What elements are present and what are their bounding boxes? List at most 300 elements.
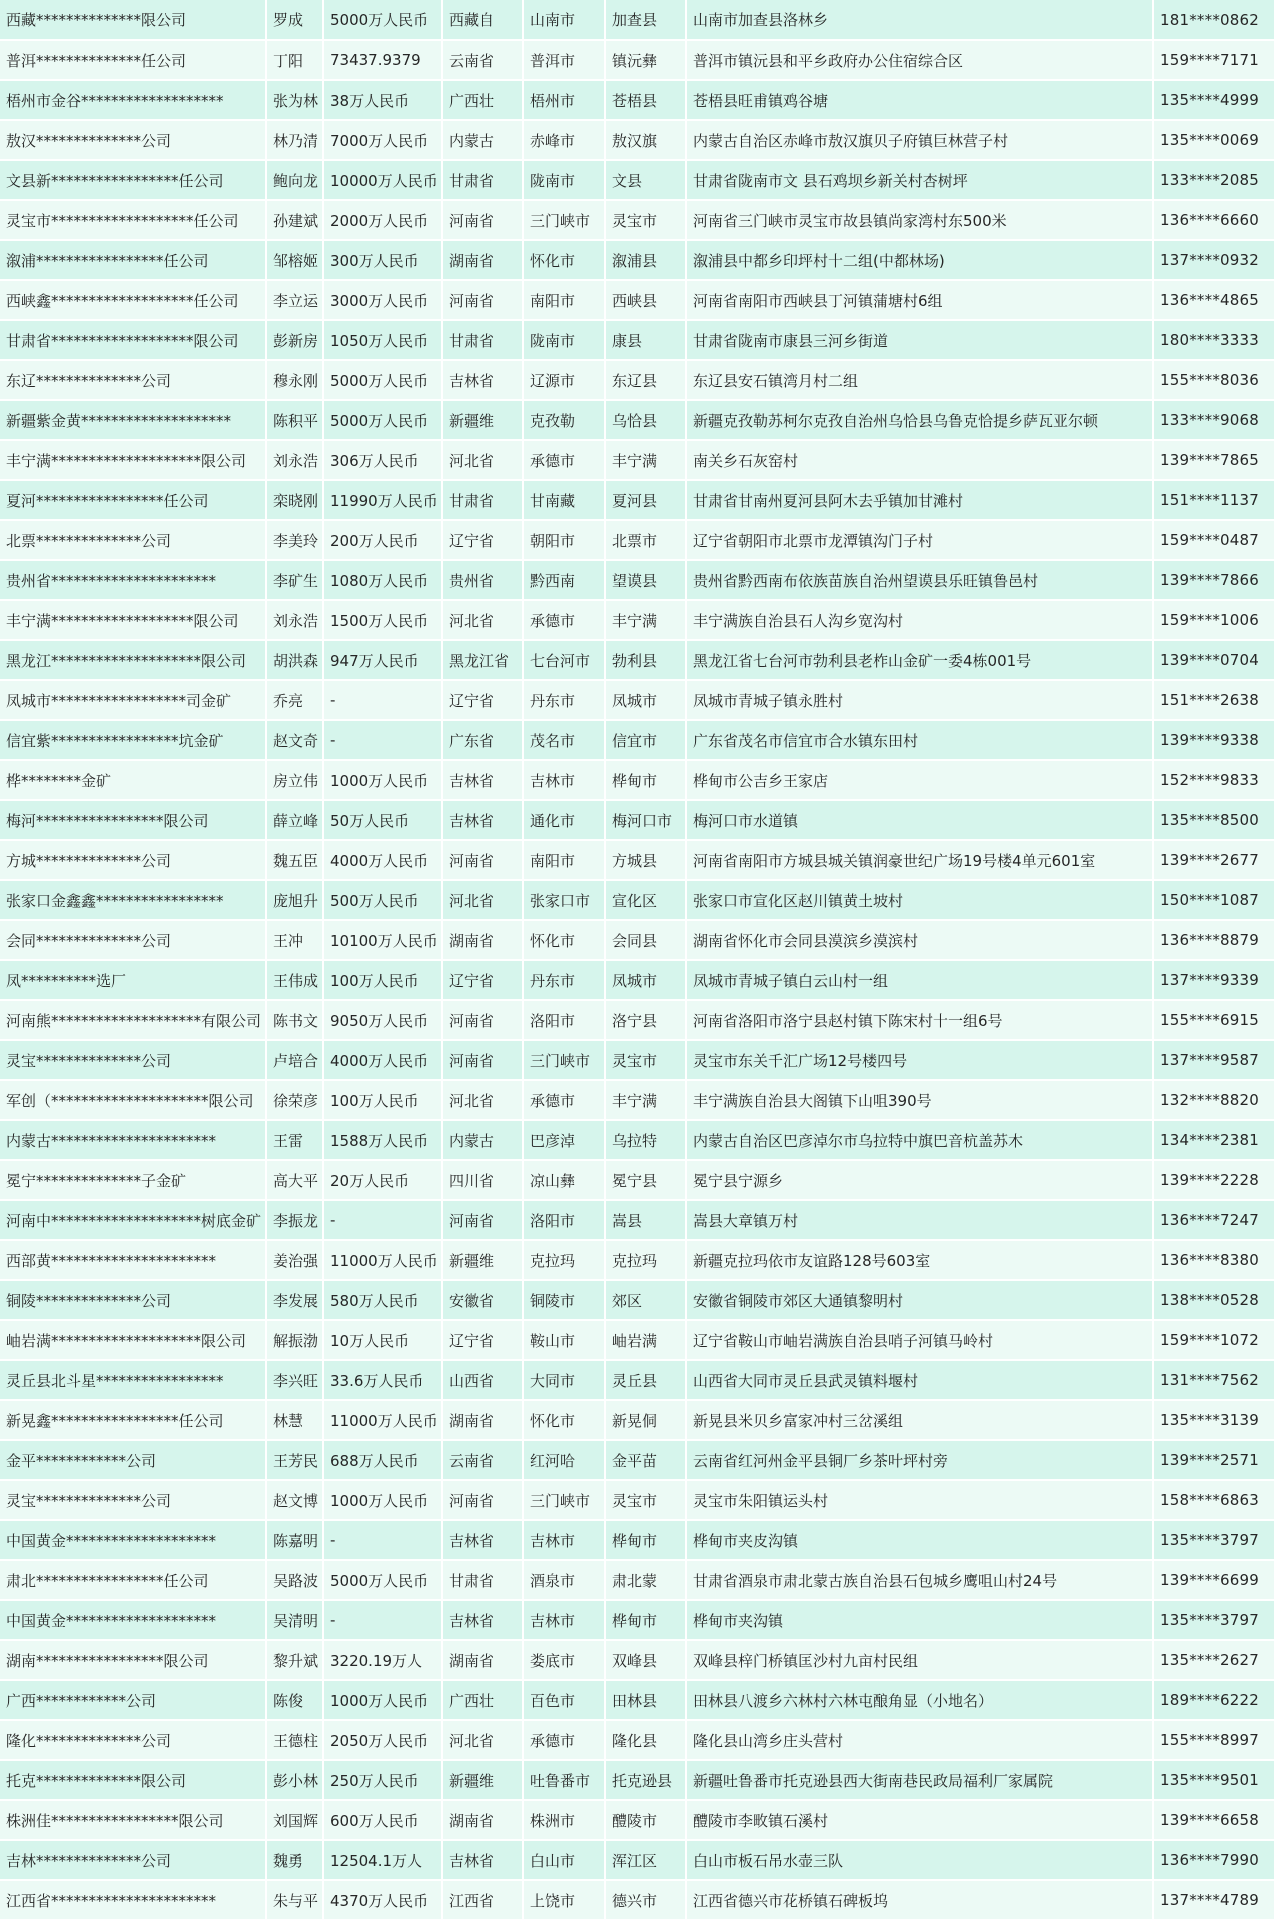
- province-cell: 甘肃省: [442, 320, 523, 360]
- legal-rep-cell: 陈嘉明: [266, 1520, 323, 1560]
- county-cell: 灵丘县: [605, 1360, 686, 1400]
- legal-rep-cell: 刘永浩: [266, 600, 323, 640]
- phone-cell: 139****7865: [1153, 440, 1275, 480]
- table-row: [0, 360, 1275, 400]
- county-cell: 桦甸市: [605, 1520, 686, 1560]
- province-cell: 广西壮: [442, 1680, 523, 1720]
- address-cell: 白山市板石吊水壶三队: [686, 1840, 1153, 1880]
- table-row: [0, 1440, 1275, 1480]
- legal-rep-cell: 吴路波: [266, 1560, 323, 1600]
- address-cell: 新疆克孜勒苏柯尔克孜自治州乌恰县乌鲁克恰提乡萨瓦亚尔顿: [686, 400, 1153, 440]
- address-cell: 南关乡石灰窑村: [686, 440, 1153, 480]
- city-cell: 通化市: [523, 800, 605, 840]
- phone-cell: 131****7562: [1153, 1360, 1275, 1400]
- city-cell: 黔西南: [523, 560, 605, 600]
- company-name-cell: 西藏**************限公司: [0, 0, 266, 40]
- city-cell: 克孜勒: [523, 400, 605, 440]
- county-cell: 溆浦县: [605, 240, 686, 280]
- company-name-cell: 贵州省**********************: [0, 560, 266, 600]
- city-cell: 洛阳市: [523, 1200, 605, 1240]
- company-name-cell: 张家口金鑫鑫*****************: [0, 880, 266, 920]
- company-name-cell: 吉林**************公司: [0, 1840, 266, 1880]
- table-row: [0, 200, 1275, 240]
- province-cell: 辽宁省: [442, 1320, 523, 1360]
- table-row: [0, 1800, 1275, 1840]
- phone-cell: 136****8380: [1153, 1240, 1275, 1280]
- city-cell: 陇南市: [523, 160, 605, 200]
- legal-rep-cell: 陈积平: [266, 400, 323, 440]
- phone-cell: 135****3797: [1153, 1520, 1275, 1560]
- province-cell: 新疆维: [442, 400, 523, 440]
- legal-rep-cell: 薛立峰: [266, 800, 323, 840]
- company-name-cell: 新晃鑫*****************任公司: [0, 1400, 266, 1440]
- city-cell: 南阳市: [523, 280, 605, 320]
- county-cell: 镇沅彝: [605, 40, 686, 80]
- registered-capital-cell: 1000万人民币: [323, 1680, 442, 1720]
- legal-rep-cell: 林慧: [266, 1400, 323, 1440]
- registered-capital-cell: -: [323, 1200, 442, 1240]
- company-name-cell: 凤**********选厂: [0, 960, 266, 1000]
- company-name-cell: 文县新*****************任公司: [0, 160, 266, 200]
- registered-capital-cell: 20万人民币: [323, 1160, 442, 1200]
- phone-cell: 133****2085: [1153, 160, 1275, 200]
- phone-cell: 137****0932: [1153, 240, 1275, 280]
- company-name-cell: 金平************公司: [0, 1440, 266, 1480]
- legal-rep-cell: 徐荣彦: [266, 1080, 323, 1120]
- county-cell: 灵宝市: [605, 1040, 686, 1080]
- province-cell: 广东省: [442, 720, 523, 760]
- address-cell: 普洱市镇沅县和平乡政府办公住宿综合区: [686, 40, 1153, 80]
- address-cell: 嵩县大章镇万村: [686, 1200, 1153, 1240]
- city-cell: 鞍山市: [523, 1320, 605, 1360]
- table-row: [0, 1520, 1275, 1560]
- phone-cell: 139****6699: [1153, 1560, 1275, 1600]
- company-name-cell: 肃北*****************任公司: [0, 1560, 266, 1600]
- city-cell: 南阳市: [523, 840, 605, 880]
- registered-capital-cell: 1000万人民币: [323, 1480, 442, 1520]
- table-row: [0, 960, 1275, 1000]
- address-cell: 甘肃省陇南市康县三河乡街道: [686, 320, 1153, 360]
- phone-cell: 132****8820: [1153, 1080, 1275, 1120]
- county-cell: 乌拉特: [605, 1120, 686, 1160]
- phone-cell: 139****0704: [1153, 640, 1275, 680]
- table-row: [0, 600, 1275, 640]
- registered-capital-cell: 12504.1万人: [323, 1840, 442, 1880]
- company-name-cell: 内蒙古**********************: [0, 1120, 266, 1160]
- province-cell: 吉林省: [442, 1600, 523, 1640]
- county-cell: 方城县: [605, 840, 686, 880]
- table-row: [0, 720, 1275, 760]
- county-cell: 克拉玛: [605, 1240, 686, 1280]
- phone-cell: 137****9339: [1153, 960, 1275, 1000]
- table-row: [0, 800, 1275, 840]
- address-cell: 醴陵市李畋镇石溪村: [686, 1800, 1153, 1840]
- table-row: [0, 640, 1275, 680]
- legal-rep-cell: 王冲: [266, 920, 323, 960]
- legal-rep-cell: 赵文奇: [266, 720, 323, 760]
- table-row: [0, 1080, 1275, 1120]
- legal-rep-cell: 李矿生: [266, 560, 323, 600]
- legal-rep-cell: 高大平: [266, 1160, 323, 1200]
- table-row: [0, 400, 1275, 440]
- province-cell: 吉林省: [442, 760, 523, 800]
- province-cell: 河北省: [442, 880, 523, 920]
- company-name-cell: 北票**************公司: [0, 520, 266, 560]
- city-cell: 辽源市: [523, 360, 605, 400]
- address-cell: 山南市加查县洛林乡: [686, 0, 1153, 40]
- city-cell: 凉山彝: [523, 1160, 605, 1200]
- registered-capital-cell: 100万人民币: [323, 1080, 442, 1120]
- address-cell: 桦甸市夹皮沟镇: [686, 1520, 1153, 1560]
- company-name-cell: 西峡鑫*******************任公司: [0, 280, 266, 320]
- table-row: [0, 1400, 1275, 1440]
- table-row: [0, 280, 1275, 320]
- phone-cell: 189****6222: [1153, 1680, 1275, 1720]
- legal-rep-cell: 陈俊: [266, 1680, 323, 1720]
- county-cell: 会同县: [605, 920, 686, 960]
- company-name-cell: 方城**************公司: [0, 840, 266, 880]
- phone-cell: 180****3333: [1153, 320, 1275, 360]
- table-row: [0, 480, 1275, 520]
- table-row: [0, 760, 1275, 800]
- city-cell: 洛阳市: [523, 1000, 605, 1040]
- registered-capital-cell: 4000万人民币: [323, 840, 442, 880]
- city-cell: 甘南藏: [523, 480, 605, 520]
- city-cell: 陇南市: [523, 320, 605, 360]
- legal-rep-cell: 乔亮: [266, 680, 323, 720]
- county-cell: 乌恰县: [605, 400, 686, 440]
- table-row: [0, 1600, 1275, 1640]
- table-row: [0, 1120, 1275, 1160]
- table-row: [0, 1040, 1275, 1080]
- address-cell: 双峰县梓门桥镇匡沙村九亩村民组: [686, 1640, 1153, 1680]
- registered-capital-cell: 500万人民币: [323, 880, 442, 920]
- company-name-cell: 株洲佳*****************限公司: [0, 1800, 266, 1840]
- registered-capital-cell: 306万人民币: [323, 440, 442, 480]
- legal-rep-cell: 彭新房: [266, 320, 323, 360]
- phone-cell: 135****3797: [1153, 1600, 1275, 1640]
- table-row: [0, 440, 1275, 480]
- city-cell: 怀化市: [523, 240, 605, 280]
- address-cell: 黑龙江省七台河市勃利县老柞山金矿一委4栋001号: [686, 640, 1153, 680]
- legal-rep-cell: 孙建斌: [266, 200, 323, 240]
- city-cell: 怀化市: [523, 1400, 605, 1440]
- address-cell: 冕宁县宁源乡: [686, 1160, 1153, 1200]
- legal-rep-cell: 彭小林: [266, 1760, 323, 1800]
- legal-rep-cell: 魏五臣: [266, 840, 323, 880]
- company-name-cell: 江西省**********************: [0, 1880, 266, 1920]
- table-row: [0, 1480, 1275, 1520]
- province-cell: 河北省: [442, 1720, 523, 1760]
- city-cell: 怀化市: [523, 920, 605, 960]
- phone-cell: 139****2571: [1153, 1440, 1275, 1480]
- registered-capital-cell: 5000万人民币: [323, 400, 442, 440]
- county-cell: 敖汉旗: [605, 120, 686, 160]
- province-cell: 江西省: [442, 1880, 523, 1920]
- registered-capital-cell: 4000万人民币: [323, 1040, 442, 1080]
- legal-rep-cell: 赵文博: [266, 1480, 323, 1520]
- address-cell: 隆化县山湾乡庄头营村: [686, 1720, 1153, 1760]
- city-cell: 丹东市: [523, 680, 605, 720]
- legal-rep-cell: 邹榕姬: [266, 240, 323, 280]
- address-cell: 辽宁省朝阳市北票市龙潭镇沟门子村: [686, 520, 1153, 560]
- province-cell: 河南省: [442, 1000, 523, 1040]
- company-name-cell: 中国黄金********************: [0, 1600, 266, 1640]
- registered-capital-cell: 2050万人民币: [323, 1720, 442, 1760]
- table-row: [0, 1840, 1275, 1880]
- phone-cell: 159****7171: [1153, 40, 1275, 80]
- city-cell: 百色市: [523, 1680, 605, 1720]
- legal-rep-cell: 姜治强: [266, 1240, 323, 1280]
- legal-rep-cell: 吴清明: [266, 1600, 323, 1640]
- legal-rep-cell: 李兴旺: [266, 1360, 323, 1400]
- table-row: [0, 80, 1275, 120]
- company-name-cell: 梧州市金谷*******************: [0, 80, 266, 120]
- city-cell: 承德市: [523, 600, 605, 640]
- county-cell: 凤城市: [605, 960, 686, 1000]
- county-cell: 加查县: [605, 0, 686, 40]
- county-cell: 望谟县: [605, 560, 686, 600]
- phone-cell: 139****6658: [1153, 1800, 1275, 1840]
- company-name-cell: 河南中********************树底金矿: [0, 1200, 266, 1240]
- address-cell: 凤城市青城子镇白云山村一组: [686, 960, 1153, 1000]
- phone-cell: 137****4789: [1153, 1880, 1275, 1920]
- province-cell: 河北省: [442, 600, 523, 640]
- province-cell: 湖南省: [442, 920, 523, 960]
- table-row: [0, 1720, 1275, 1760]
- province-cell: 湖南省: [442, 1640, 523, 1680]
- legal-rep-cell: 张为林: [266, 80, 323, 120]
- registered-capital-cell: 2000万人民币: [323, 200, 442, 240]
- county-cell: 岫岩满: [605, 1320, 686, 1360]
- county-cell: 勃利县: [605, 640, 686, 680]
- province-cell: 甘肃省: [442, 160, 523, 200]
- county-cell: 西峡县: [605, 280, 686, 320]
- province-cell: 吉林省: [442, 360, 523, 400]
- city-cell: 三门峡市: [523, 200, 605, 240]
- province-cell: 河南省: [442, 840, 523, 880]
- province-cell: 湖南省: [442, 1800, 523, 1840]
- company-name-cell: 桦********金矿: [0, 760, 266, 800]
- address-cell: 新疆吐鲁番市托克逊县西大街南巷民政局福利厂家属院: [686, 1760, 1153, 1800]
- phone-cell: 158****6863: [1153, 1480, 1275, 1520]
- address-cell: 灵宝市东关千汇广场12号楼四号: [686, 1040, 1153, 1080]
- address-cell: 桦甸市公吉乡王家店: [686, 760, 1153, 800]
- city-cell: 梧州市: [523, 80, 605, 120]
- registered-capital-cell: 11000万人民币: [323, 1400, 442, 1440]
- phone-cell: 135****3139: [1153, 1400, 1275, 1440]
- table-row: [0, 520, 1275, 560]
- address-cell: 甘肃省酒泉市肃北蒙古族自治县石包城乡鹰咀山村24号: [686, 1560, 1153, 1600]
- city-cell: 三门峡市: [523, 1480, 605, 1520]
- phone-cell: 151****1137: [1153, 480, 1275, 520]
- phone-cell: 135****2627: [1153, 1640, 1275, 1680]
- company-name-cell: 冕宁**************子金矿: [0, 1160, 266, 1200]
- county-cell: 丰宁满: [605, 440, 686, 480]
- county-cell: 北票市: [605, 520, 686, 560]
- registered-capital-cell: -: [323, 1600, 442, 1640]
- company-name-cell: 托克**************限公司: [0, 1760, 266, 1800]
- registered-capital-cell: 1050万人民币: [323, 320, 442, 360]
- company-name-cell: 广西************公司: [0, 1680, 266, 1720]
- province-cell: 河南省: [442, 1480, 523, 1520]
- table-row: [0, 1000, 1275, 1040]
- province-cell: 内蒙古: [442, 1120, 523, 1160]
- province-cell: 辽宁省: [442, 960, 523, 1000]
- city-cell: 吉林市: [523, 1600, 605, 1640]
- city-cell: 大同市: [523, 1360, 605, 1400]
- phone-cell: 136****6660: [1153, 200, 1275, 240]
- county-cell: 双峰县: [605, 1640, 686, 1680]
- city-cell: 朝阳市: [523, 520, 605, 560]
- table-row: [0, 560, 1275, 600]
- city-cell: 承德市: [523, 1080, 605, 1120]
- registered-capital-cell: 200万人民币: [323, 520, 442, 560]
- phone-cell: 135****4999: [1153, 80, 1275, 120]
- city-cell: 克拉玛: [523, 1240, 605, 1280]
- company-name-cell: 东辽**************公司: [0, 360, 266, 400]
- city-cell: 娄底市: [523, 1640, 605, 1680]
- county-cell: 梅河口市: [605, 800, 686, 840]
- province-cell: 广西壮: [442, 80, 523, 120]
- legal-rep-cell: 鲍向龙: [266, 160, 323, 200]
- phone-cell: 139****7866: [1153, 560, 1275, 600]
- phone-cell: 137****9587: [1153, 1040, 1275, 1080]
- legal-rep-cell: 王德柱: [266, 1720, 323, 1760]
- company-name-cell: 铜陵**************公司: [0, 1280, 266, 1320]
- company-name-cell: 甘肃省*******************限公司: [0, 320, 266, 360]
- province-cell: 贵州省: [442, 560, 523, 600]
- registered-capital-cell: 11990万人民币: [323, 480, 442, 520]
- company-name-cell: 普洱**************任公司: [0, 40, 266, 80]
- county-cell: 凤城市: [605, 680, 686, 720]
- city-cell: 茂名市: [523, 720, 605, 760]
- registered-capital-cell: 73437.9379: [323, 40, 442, 80]
- table-row: [0, 120, 1275, 160]
- county-cell: 洛宁县: [605, 1000, 686, 1040]
- table-row: [0, 880, 1275, 920]
- phone-cell: 181****0862: [1153, 0, 1275, 40]
- city-cell: 上饶市: [523, 1880, 605, 1920]
- company-name-cell: 军创（*********************限公司: [0, 1080, 266, 1120]
- legal-rep-cell: 魏勇: [266, 1840, 323, 1880]
- phone-cell: 159****1072: [1153, 1320, 1275, 1360]
- province-cell: 河北省: [442, 1080, 523, 1120]
- county-cell: 东辽县: [605, 360, 686, 400]
- registered-capital-cell: 9050万人民币: [323, 1000, 442, 1040]
- registered-capital-cell: 3000万人民币: [323, 280, 442, 320]
- legal-rep-cell: 王雷: [266, 1120, 323, 1160]
- county-cell: 康县: [605, 320, 686, 360]
- legal-rep-cell: 栾晓刚: [266, 480, 323, 520]
- registered-capital-cell: 688万人民币: [323, 1440, 442, 1480]
- province-cell: 甘肃省: [442, 480, 523, 520]
- province-cell: 黑龙江省: [442, 640, 523, 680]
- company-name-cell: 会同**************公司: [0, 920, 266, 960]
- company-name-cell: 湖南*****************限公司: [0, 1640, 266, 1680]
- table-row: [0, 920, 1275, 960]
- province-cell: 吉林省: [442, 1840, 523, 1880]
- address-cell: 新疆克拉玛依市友谊路128号603室: [686, 1240, 1153, 1280]
- city-cell: 白山市: [523, 1840, 605, 1880]
- phone-cell: 133****9068: [1153, 400, 1275, 440]
- company-name-cell: 中国黄金********************: [0, 1520, 266, 1560]
- company-name-cell: 河南熊********************有限公司: [0, 1000, 266, 1040]
- address-cell: 东辽县安石镇湾月村二组: [686, 360, 1153, 400]
- address-cell: 广东省茂名市信宜市合水镇东田村: [686, 720, 1153, 760]
- county-cell: 夏河县: [605, 480, 686, 520]
- county-cell: 丰宁满: [605, 1080, 686, 1120]
- province-cell: 湖南省: [442, 1400, 523, 1440]
- county-cell: 宣化区: [605, 880, 686, 920]
- phone-cell: 136****7990: [1153, 1840, 1275, 1880]
- city-cell: 普洱市: [523, 40, 605, 80]
- address-cell: 河南省南阳市方城县城关镇润豪世纪广场19号楼4单元601室: [686, 840, 1153, 880]
- phone-cell: 135****9501: [1153, 1760, 1275, 1800]
- address-cell: 新晃县米贝乡富家冲村三岔溪组: [686, 1400, 1153, 1440]
- phone-cell: 152****9833: [1153, 760, 1275, 800]
- table-row: [0, 680, 1275, 720]
- phone-cell: 139****2677: [1153, 840, 1275, 880]
- address-cell: 张家口市宣化区赵川镇黄土坡村: [686, 880, 1153, 920]
- registered-capital-cell: -: [323, 720, 442, 760]
- company-name-cell: 灵宝**************公司: [0, 1040, 266, 1080]
- address-cell: 苍梧县旺甫镇鸡谷塘: [686, 80, 1153, 120]
- province-cell: 云南省: [442, 1440, 523, 1480]
- county-cell: 浑江区: [605, 1840, 686, 1880]
- phone-cell: 134****2381: [1153, 1120, 1275, 1160]
- legal-rep-cell: 王伟成: [266, 960, 323, 1000]
- province-cell: 辽宁省: [442, 680, 523, 720]
- registered-capital-cell: 1588万人民币: [323, 1120, 442, 1160]
- county-cell: 德兴市: [605, 1880, 686, 1920]
- phone-cell: 135****0069: [1153, 120, 1275, 160]
- table-row: [0, 320, 1275, 360]
- province-cell: 河南省: [442, 280, 523, 320]
- address-cell: 安徽省铜陵市郊区大通镇黎明村: [686, 1280, 1153, 1320]
- province-cell: 山西省: [442, 1360, 523, 1400]
- table-row: [0, 1160, 1275, 1200]
- province-cell: 四川省: [442, 1160, 523, 1200]
- registered-capital-cell: 1080万人民币: [323, 560, 442, 600]
- county-cell: 灵宝市: [605, 1480, 686, 1520]
- address-cell: 河南省三门峡市灵宝市故县镇尚家湾村东500米: [686, 200, 1153, 240]
- registered-capital-cell: 947万人民币: [323, 640, 442, 680]
- registered-capital-cell: 1000万人民币: [323, 760, 442, 800]
- county-cell: 嵩县: [605, 1200, 686, 1240]
- county-cell: 醴陵市: [605, 1800, 686, 1840]
- city-cell: 承德市: [523, 1720, 605, 1760]
- province-cell: 河南省: [442, 200, 523, 240]
- province-cell: 河南省: [442, 1200, 523, 1240]
- table-row: [0, 1880, 1275, 1920]
- company-name-cell: 敖汉**************公司: [0, 120, 266, 160]
- table-row: [0, 1680, 1275, 1720]
- table-row: [0, 1560, 1275, 1600]
- table-row: [0, 240, 1275, 280]
- legal-rep-cell: 李立运: [266, 280, 323, 320]
- city-cell: 红河哈: [523, 1440, 605, 1480]
- company-name-cell: 梅河*****************限公司: [0, 800, 266, 840]
- legal-rep-cell: 庞旭升: [266, 880, 323, 920]
- county-cell: 信宜市: [605, 720, 686, 760]
- province-cell: 河南省: [442, 1040, 523, 1080]
- legal-rep-cell: 陈书文: [266, 1000, 323, 1040]
- table-row: [0, 1320, 1275, 1360]
- registered-capital-cell: 38万人民币: [323, 80, 442, 120]
- province-cell: 甘肃省: [442, 1560, 523, 1600]
- address-cell: 田林县八渡乡六林村六林屯酿角显（小地名）: [686, 1680, 1153, 1720]
